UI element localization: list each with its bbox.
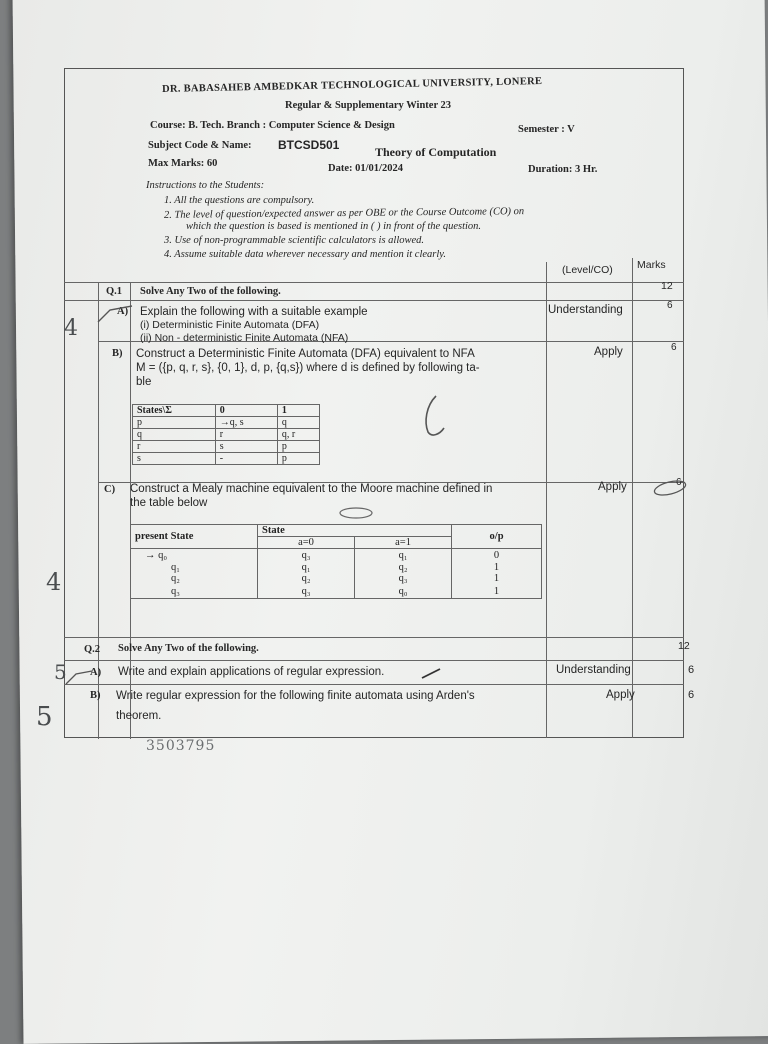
table-cell: s [215, 441, 277, 453]
table-cell: 1 [452, 573, 542, 584]
table-cell: r [215, 429, 277, 441]
subject-code: BTCSD501 [278, 138, 340, 152]
q1c-rule [64, 637, 684, 638]
table-cell: q₀ [355, 584, 452, 599]
q2a-rule [64, 684, 684, 685]
q1a-label: A) [117, 306, 129, 317]
q1c-line: the table below [130, 497, 208, 509]
moore-machine-table [130, 524, 542, 599]
q1a-marks: 6 [667, 300, 673, 311]
table-header-cell: 0 [215, 405, 277, 417]
table-cell: q₁ [355, 549, 452, 563]
q2-title-rule [64, 660, 684, 661]
handwritten-mark: 4 [64, 316, 78, 341]
table-cell: q, r [277, 429, 319, 441]
instruction-item: 4. Assume suitable data wherever necessary and mention it clearly. [164, 249, 446, 260]
table-header-cell: 1 [277, 405, 319, 417]
instruction-item: 3. Use of non-programmable scientific calculators is allowed. [164, 235, 425, 246]
table-cell: p [133, 417, 216, 429]
q2b-label: B) [90, 690, 101, 701]
table-cell: 0 [452, 549, 542, 563]
header-rule [64, 282, 684, 283]
table-cell: p [277, 453, 319, 465]
table-cell: q₃ [258, 549, 355, 563]
q2b-marks: 6 [688, 689, 695, 701]
table-header-cell: o/p [452, 525, 542, 549]
instruction-item: 2. The level of question/expected answer as per OBE or the Course Outcome (CO) on [163, 206, 525, 221]
table-row [131, 584, 542, 599]
tick-mark-icon [64, 668, 94, 688]
table-header-row [133, 405, 320, 417]
table-row [131, 562, 542, 573]
table-cell: s [133, 453, 216, 465]
table-cell: → q₀ [131, 549, 258, 563]
table-cell: p [277, 441, 319, 453]
q2a-level: Understanding [556, 664, 631, 676]
q1a-line: (i) Deterministic Finite Automata (DFA) [140, 319, 320, 331]
level-divider [546, 262, 547, 738]
pencil-loop-icon [336, 503, 380, 523]
university-name: DR. BABASAHEB AMBEDKAR TECHNOLOGICAL UNIVERSITY, LONERE [161, 76, 543, 95]
table-row [133, 417, 320, 429]
table-header-cell: States\Σ [133, 405, 216, 417]
subject-label: Subject Code & Name: [148, 140, 252, 151]
pencil-scribble-icon [418, 392, 458, 442]
instructions-title: Instructions to the Students: [146, 180, 265, 191]
table-header-cell: a=1 [355, 537, 452, 549]
q1b-line: M = ({p, q, r, s}, {0, 1}, d, p, {q,s}) where d is defined by following ta- [136, 362, 480, 374]
table-row [133, 429, 320, 441]
table-cell: 1 [452, 562, 542, 573]
q1c-level: Apply [598, 481, 627, 493]
q1b-marks: 6 [671, 342, 677, 353]
table-cell: - [215, 453, 277, 465]
table-cell: q₁ [258, 562, 355, 573]
handwritten-mark: 5 [36, 702, 53, 732]
instruction-item: which the question is based is mentioned in ( ) in front of the question. [186, 221, 482, 232]
handwritten-roll-number: 3503795 [146, 738, 216, 754]
q1a-line: (ii) Non - deterministic Finite Automata (NFA) [140, 332, 349, 344]
q1c-line: Construct a Mealy machine equivalent to the Moore machine defined in [130, 483, 493, 495]
table-cell: q [133, 429, 216, 441]
table-header-row [131, 525, 542, 537]
q1b-line: Construct a Deterministic Finite Automata (DFA) equivalent to NFA [136, 348, 475, 360]
table-header-cell: State [258, 525, 452, 537]
table-cell: q₂ [258, 573, 355, 584]
q2-number: Q.2 [84, 644, 101, 655]
q1-marks: 12 [661, 280, 673, 292]
table-row [133, 441, 320, 453]
q2-marks: 12 [678, 640, 690, 652]
table-cell: q₁ [131, 562, 258, 573]
q2b-line: Write regular expression for the following finite automata using Arden's [116, 690, 475, 702]
duration: Duration: 3 Hr. [528, 164, 598, 175]
q1a-level: Understanding [548, 304, 623, 316]
q2a-label: A) [90, 667, 102, 678]
q1b-label: B) [112, 348, 123, 359]
q2a-text: Write and explain applications of regular expression. [118, 666, 385, 678]
q2a-marks: 6 [688, 664, 695, 676]
subject-name: Theory of Computation [375, 145, 497, 159]
q1b-line: ble [136, 376, 152, 388]
table-row [133, 453, 320, 465]
q1b-level: Apply [594, 346, 623, 358]
q1-title: Solve Any Two of the following. [140, 286, 281, 297]
tick-mark-icon [420, 666, 444, 682]
table-cell: q₂ [355, 562, 452, 573]
handwritten-mark: 4 [46, 568, 62, 596]
table-row [131, 573, 542, 584]
table-header-cell: present State [131, 525, 258, 549]
table-cell: q₃ [258, 584, 355, 599]
course-line: Course: B. Tech. Branch : Computer Science & Design [150, 120, 395, 131]
exam-date: Date: 01/01/2024 [328, 163, 403, 174]
marks-divider [632, 258, 633, 738]
q2b-level: Apply [606, 689, 635, 701]
level-column-header: (Level/CO) [562, 264, 613, 276]
table-cell: q₂ [131, 573, 258, 584]
tick-mark-icon [96, 300, 136, 330]
circled-marks-icon [652, 478, 692, 498]
table-cell: q [277, 417, 319, 429]
q2-title: Solve Any Two of the following. [118, 643, 259, 654]
nfa-transition-table [132, 404, 320, 465]
q2b-line: theorem. [116, 710, 162, 722]
table-header-cell: a=0 [258, 537, 355, 549]
marks-column-header: Marks [637, 259, 666, 271]
table-row [131, 549, 542, 563]
q1c-marks: 6 [676, 477, 682, 488]
table-cell: q₃ [355, 573, 452, 584]
semester: Semester : V [518, 124, 575, 135]
table-cell: r [133, 441, 216, 453]
q1-number: Q.1 [106, 286, 123, 297]
table-cell: 1 [452, 584, 542, 599]
max-marks: Max Marks: 60 [148, 158, 218, 169]
table-cell: →q, s [215, 417, 277, 429]
instruction-item: 1. All the questions are compulsory. [164, 195, 315, 206]
q1c-label: C) [104, 484, 116, 495]
table-cell: q₃ [131, 584, 258, 599]
q1a-line: Explain the following with a suitable example [140, 306, 368, 318]
exam-title: Regular & Supplementary Winter 23 [285, 100, 452, 111]
q1-title-rule [64, 300, 684, 301]
handwritten-mark: 5 [54, 660, 67, 684]
